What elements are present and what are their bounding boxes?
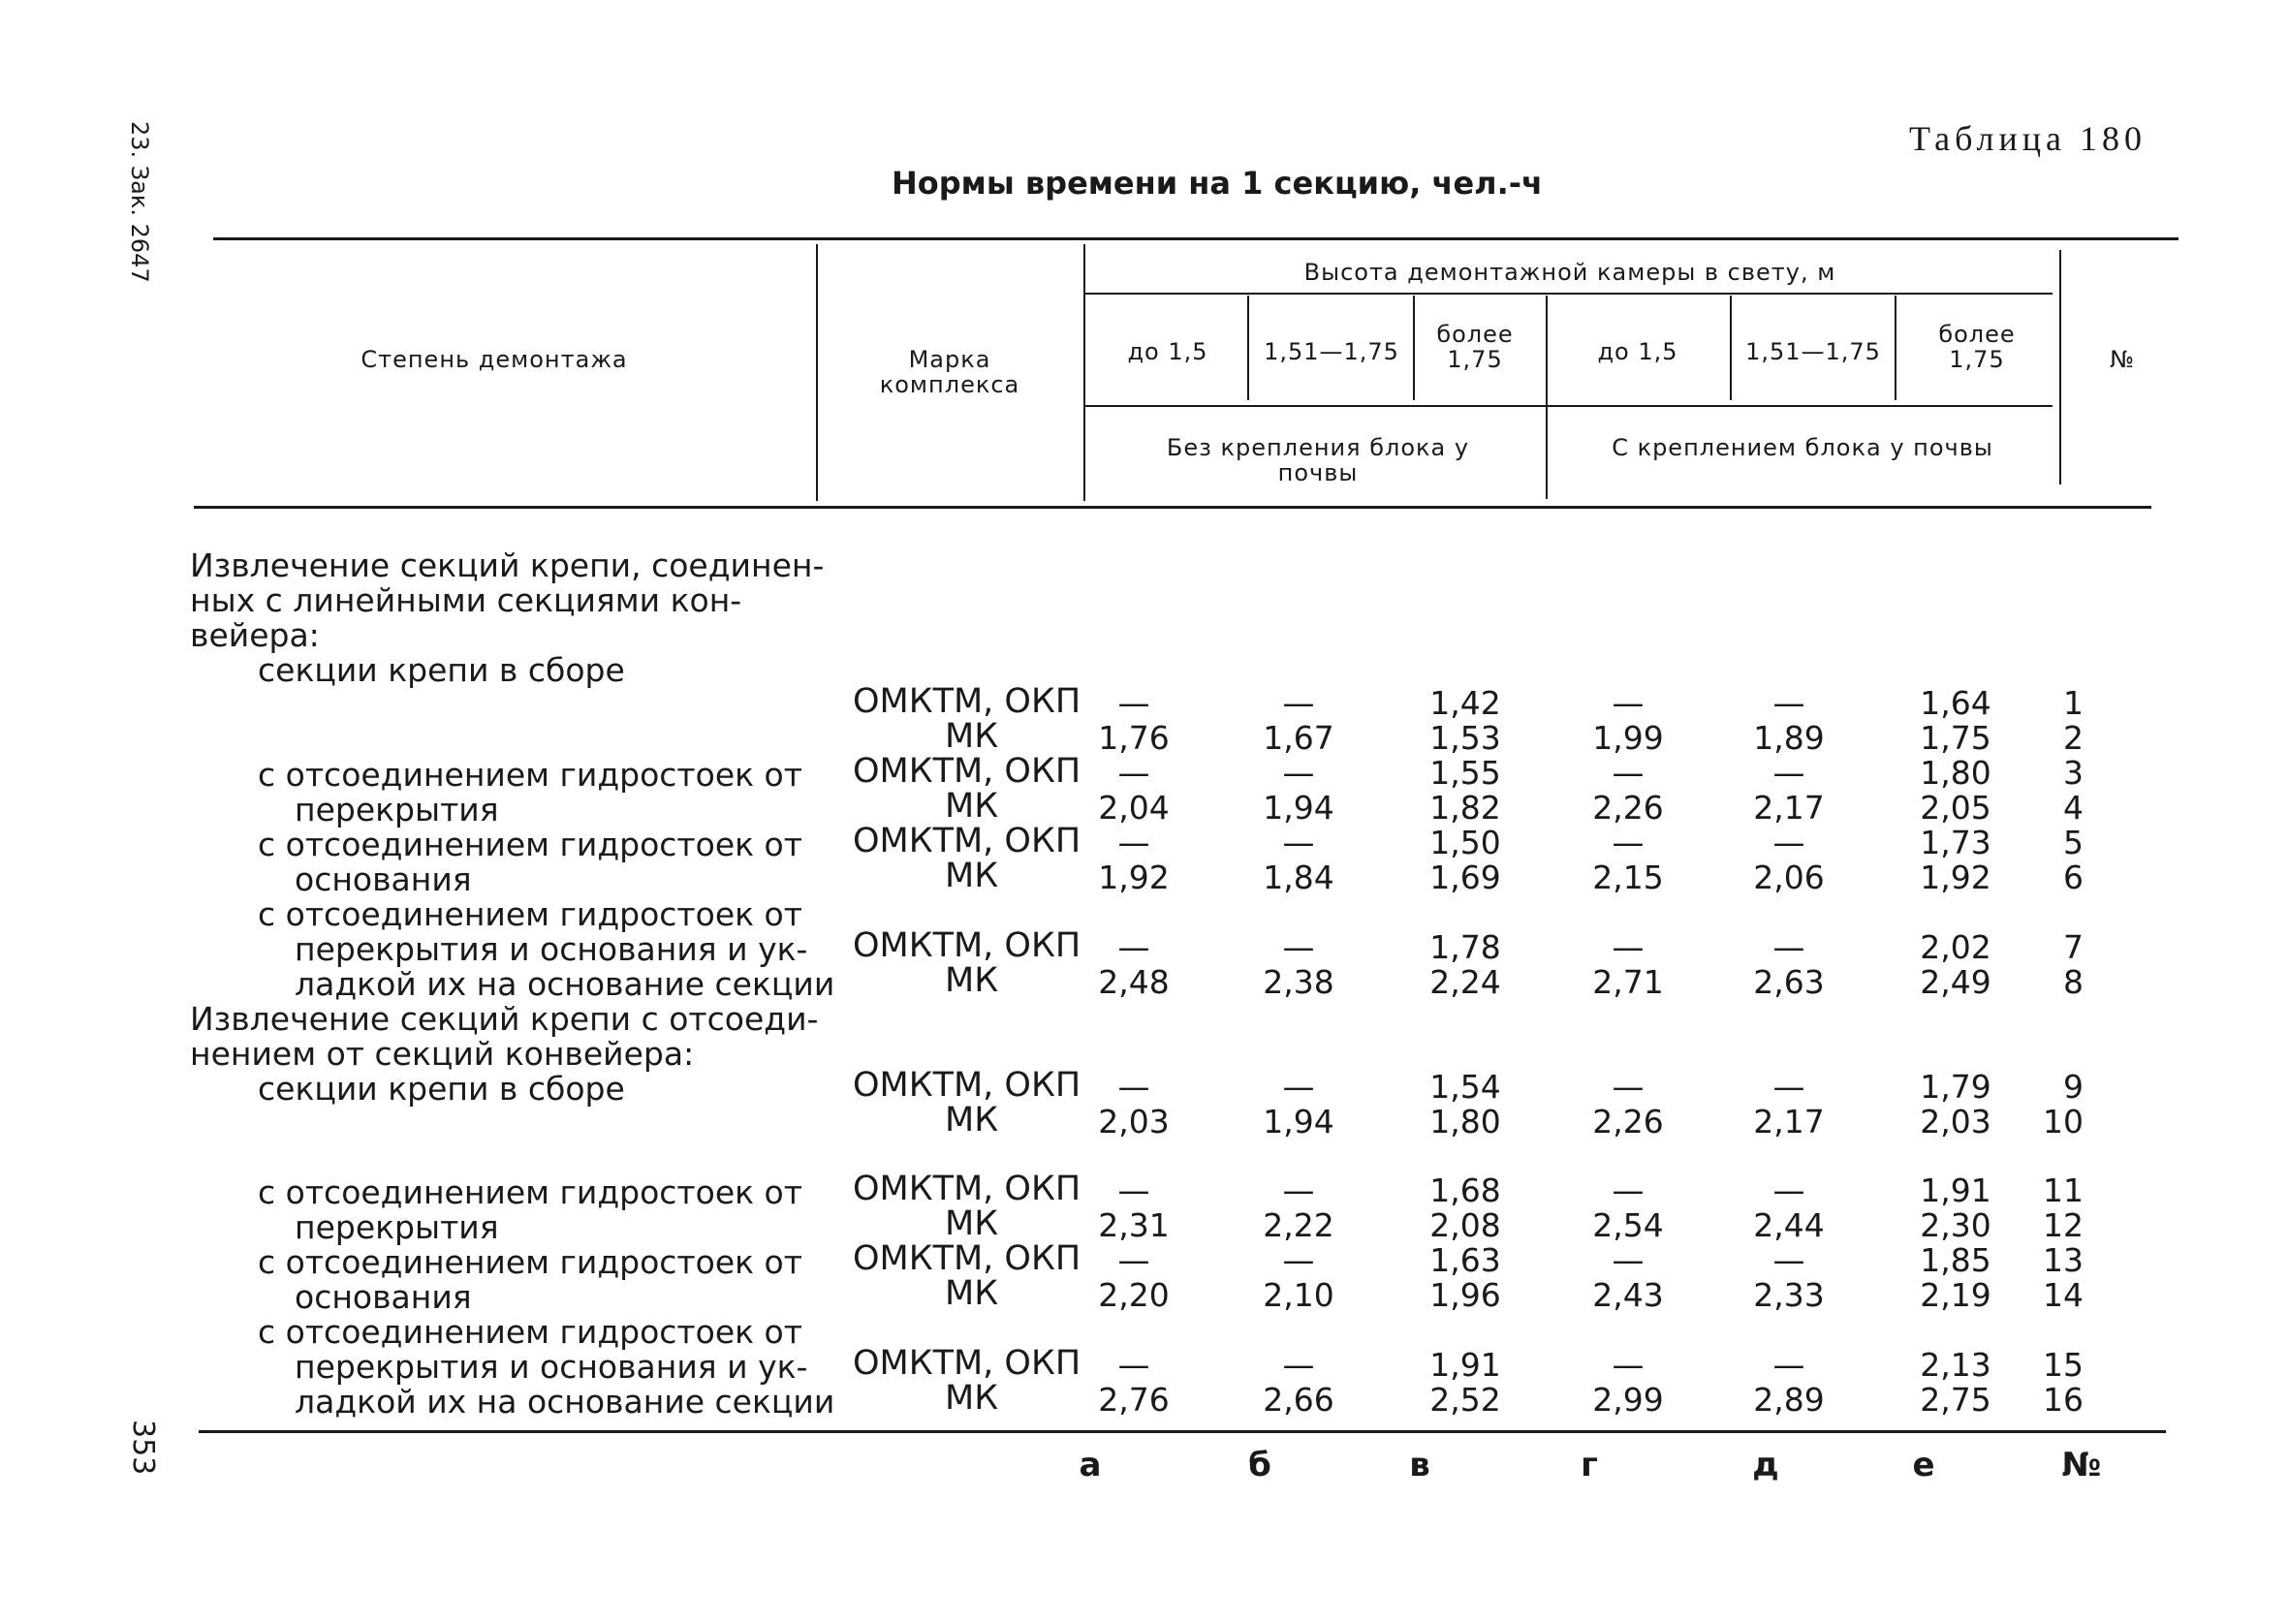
row-value: — (1282, 684, 1315, 722)
row-value: 2,03 (1920, 1103, 1991, 1140)
row-value: 2,10 (1263, 1276, 1334, 1314)
row-value: 2,15 (1592, 859, 1664, 896)
row-number: 5 (2063, 824, 2084, 861)
row-mark: МК (945, 1274, 999, 1313)
desc-line: перекрытия и основания и ук- (295, 1348, 808, 1386)
column-letter: е (1912, 1446, 1935, 1484)
row-value: 1,92 (1098, 859, 1170, 896)
desc-line: перекрытия (295, 1208, 499, 1246)
row-value: 2,04 (1098, 789, 1170, 827)
row-mark: ОМКТМ, ОКП (853, 1066, 1081, 1105)
row-value: 2,02 (1920, 928, 1991, 966)
header-height-2: 1,51—1,75 (1264, 338, 1399, 365)
col-divider-h5 (1730, 296, 1732, 400)
row-value: 2,33 (1753, 1276, 1825, 1314)
row-mark: МК (945, 1204, 999, 1243)
row-value: — (1117, 928, 1150, 966)
row-mark: МК (945, 961, 999, 1000)
row-value: 2,48 (1098, 963, 1170, 1001)
row-value: — (1772, 824, 1805, 861)
row-number: 8 (2063, 963, 2084, 1001)
row-value: 1,78 (1429, 928, 1501, 966)
row-mark: ОМКТМ, ОКП (853, 682, 1081, 721)
row-number: 6 (2063, 859, 2084, 896)
row-value: 1,85 (1920, 1241, 1991, 1279)
row-value: 1,94 (1263, 1103, 1334, 1140)
row-mark: МК (945, 857, 999, 895)
column-letter: б (1248, 1446, 1271, 1484)
desc-line: секции крепи в сборе (258, 651, 625, 689)
row-value: 2,13 (1920, 1346, 1991, 1384)
row-value: — (1117, 754, 1150, 792)
row-value: 1,42 (1429, 684, 1501, 722)
desc-line: с отсоединением гидростоек от (258, 1243, 802, 1281)
row-number: 12 (2043, 1206, 2084, 1244)
row-value: 2,26 (1592, 1103, 1664, 1140)
row-number: 16 (2043, 1381, 2084, 1419)
row-value: — (1282, 1068, 1315, 1106)
row-value: 2,66 (1263, 1381, 1334, 1419)
row-value: 2,24 (1429, 963, 1501, 1001)
row-number: 14 (2043, 1276, 2084, 1314)
row-value: 2,20 (1098, 1276, 1170, 1314)
row-mark: ОМКТМ, ОКП (853, 1170, 1081, 1208)
col-divider-values (1083, 244, 1085, 501)
row-value: 1,84 (1263, 859, 1334, 896)
row-value: — (1772, 1346, 1805, 1384)
row-value: 1,91 (1920, 1171, 1991, 1209)
header-operation: Степень демонтажа (360, 346, 628, 373)
row-value: 1,80 (1429, 1103, 1501, 1140)
desc-line: с отсоединением гидростоек от (258, 1313, 802, 1351)
header-number: № (2110, 346, 2135, 373)
row-value: — (1612, 928, 1645, 966)
table-title: Нормы времени на 1 секцию, чел.-ч (892, 165, 1543, 202)
row-number: 10 (2043, 1103, 2084, 1140)
row-value: — (1117, 1068, 1150, 1106)
desc-line: перекрытия и основания и ук- (295, 930, 808, 968)
row-value: 2,26 (1592, 789, 1664, 827)
desc-line: секции крепи в сборе (258, 1070, 625, 1108)
col-divider-h6 (1895, 296, 1896, 400)
row-value: 2,44 (1753, 1206, 1825, 1244)
row-value: — (1772, 684, 1805, 722)
row-mark: МК (945, 717, 999, 756)
header-height-1: до 1,5 (1127, 338, 1208, 365)
desc-line: Извлечение секций крепи с отсоеди- (190, 1000, 819, 1038)
row-value: 1,69 (1429, 859, 1501, 896)
row-value: — (1117, 1346, 1150, 1384)
row-value: 2,22 (1263, 1206, 1334, 1244)
row-value: 2,54 (1592, 1206, 1664, 1244)
row-value: — (1117, 684, 1150, 722)
row-number: 3 (2063, 754, 2084, 792)
row-value: — (1772, 1171, 1805, 1209)
height-group-rule (1085, 293, 2053, 295)
row-value: 1,55 (1429, 754, 1501, 792)
row-value: — (1282, 928, 1315, 966)
row-value: 1,80 (1920, 754, 1991, 792)
header-height-6: более 1,75 (1938, 321, 2016, 373)
col-divider-h4 (1546, 296, 1548, 499)
row-mark: ОМКТМ, ОКП (853, 752, 1081, 791)
column-letter: д (1752, 1446, 1779, 1484)
row-value: 2,17 (1753, 1103, 1825, 1140)
col-divider-no (2059, 250, 2061, 484)
row-value: 1,76 (1098, 719, 1170, 757)
row-mark: ОМКТМ, ОКП (853, 1344, 1081, 1383)
desc-line: ладкой их на основание секции (295, 965, 835, 1003)
row-mark: ОМКТМ, ОКП (853, 1239, 1081, 1278)
row-number: 9 (2063, 1068, 2084, 1106)
row-value: 1,67 (1263, 719, 1334, 757)
table-bottom-rule (199, 1430, 2166, 1433)
row-mark: ОМКТМ, ОКП (853, 822, 1081, 860)
row-value: 2,89 (1753, 1381, 1825, 1419)
desc-line: нением от секций конвейера: (190, 1035, 695, 1073)
desc-line: Извлечение секций крепи, соединен- (190, 547, 825, 584)
row-value: 1,68 (1429, 1171, 1501, 1209)
row-number: 15 (2043, 1346, 2084, 1384)
col-divider-mark (816, 244, 818, 501)
row-value: 1,53 (1429, 719, 1501, 757)
column-letter: а (1079, 1446, 1102, 1484)
header-height-group: Высота демонтажной камеры в свету, м (1303, 259, 1836, 286)
groups-rule (1085, 405, 2053, 407)
row-value: 2,63 (1753, 963, 1825, 1001)
col-divider-h3 (1413, 296, 1415, 400)
desc-line: с отсоединением гидростоек от (258, 826, 802, 863)
column-letter: г (1581, 1446, 1598, 1484)
header-without-fastening: Без крепления блока у почвы (1166, 434, 1470, 486)
row-value: — (1117, 1171, 1150, 1209)
header-height-5: 1,51—1,75 (1745, 338, 1881, 365)
desc-line: ных с линейными секциями кон- (190, 581, 742, 619)
row-value: 2,75 (1920, 1381, 1991, 1419)
row-number: 7 (2063, 928, 2084, 966)
header-with-fastening: С креплением блока у почвы (1612, 434, 1993, 461)
row-value: 1,63 (1429, 1241, 1501, 1279)
row-value: 2,99 (1592, 1381, 1664, 1419)
desc-line: ладкой их на основание секции (295, 1383, 835, 1421)
row-value: 2,38 (1263, 963, 1334, 1001)
row-value: 1,82 (1429, 789, 1501, 827)
row-value: 1,92 (1920, 859, 1991, 896)
row-value: — (1612, 1171, 1645, 1209)
row-value: — (1612, 1346, 1645, 1384)
row-number: 2 (2063, 719, 2084, 757)
row-value: 1,79 (1920, 1068, 1991, 1106)
col-divider-h2 (1247, 296, 1249, 400)
row-value: 1,99 (1592, 719, 1664, 757)
header-height-4: до 1,5 (1597, 338, 1678, 365)
row-value: — (1772, 754, 1805, 792)
desc-line: вейера: (190, 616, 320, 654)
desc-line: с отсоединением гидростоек от (258, 756, 802, 794)
row-value: — (1612, 684, 1645, 722)
row-value: 2,71 (1592, 963, 1664, 1001)
row-value: — (1772, 1241, 1805, 1279)
row-value: 1,89 (1753, 719, 1825, 757)
row-value: 1,75 (1920, 719, 1991, 757)
row-value: 2,43 (1592, 1276, 1664, 1314)
row-mark: МК (945, 1101, 999, 1140)
margin-order-note: 23. Зак. 2647 (126, 121, 153, 283)
row-value: — (1282, 754, 1315, 792)
row-value: 1,94 (1263, 789, 1334, 827)
header-top-rule (213, 237, 2178, 240)
table-caption: Таблица 180 (1909, 119, 2147, 158)
desc-line: основания (295, 1278, 472, 1316)
row-value: — (1282, 1171, 1315, 1209)
row-value: 1,91 (1429, 1346, 1501, 1384)
row-value: — (1772, 1068, 1805, 1106)
row-value: 2,19 (1920, 1276, 1991, 1314)
row-value: 1,73 (1920, 824, 1991, 861)
row-value: 2,52 (1429, 1381, 1501, 1419)
desc-line: с отсоединением гидростоек от (258, 895, 802, 933)
row-value: — (1282, 824, 1315, 861)
row-value: 2,08 (1429, 1206, 1501, 1244)
row-value: — (1282, 1346, 1315, 1384)
row-value: 2,30 (1920, 1206, 1991, 1244)
header-bottom-rule (194, 506, 2151, 509)
row-value: — (1117, 1241, 1150, 1279)
desc-line: с отсоединением гидростоек от (258, 1173, 802, 1211)
header-height-3: более 1,75 (1436, 321, 1514, 373)
row-value: 2,03 (1098, 1103, 1170, 1140)
row-value: — (1117, 824, 1150, 861)
page-number: 353 (126, 1420, 160, 1476)
column-letter: № (2061, 1446, 2102, 1484)
desc-line: перекрытия (295, 791, 499, 828)
row-mark: ОМКТМ, ОКП (853, 926, 1081, 965)
column-letter: в (1409, 1446, 1430, 1484)
row-value: — (1612, 754, 1645, 792)
row-value: 2,05 (1920, 789, 1991, 827)
row-value: 1,64 (1920, 684, 1991, 722)
row-number: 13 (2043, 1241, 2084, 1279)
row-value: 2,49 (1920, 963, 1991, 1001)
row-number: 4 (2063, 789, 2084, 827)
row-value: 2,76 (1098, 1381, 1170, 1419)
desc-line: основания (295, 860, 472, 898)
header-mark: Марка комплекса (879, 346, 1020, 398)
row-mark: МК (945, 1379, 999, 1418)
row-value: — (1282, 1241, 1315, 1279)
row-number: 1 (2063, 684, 2084, 722)
row-number: 11 (2043, 1171, 2084, 1209)
row-value: — (1612, 824, 1645, 861)
row-value: — (1612, 1241, 1645, 1279)
row-value: 2,31 (1098, 1206, 1170, 1244)
row-value: 1,50 (1429, 824, 1501, 861)
row-value: 2,17 (1753, 789, 1825, 827)
row-value: 1,96 (1429, 1276, 1501, 1314)
row-mark: МК (945, 787, 999, 826)
row-value: — (1772, 928, 1805, 966)
row-value: 1,54 (1429, 1068, 1501, 1106)
row-value: — (1612, 1068, 1645, 1106)
row-value: 2,06 (1753, 859, 1825, 896)
